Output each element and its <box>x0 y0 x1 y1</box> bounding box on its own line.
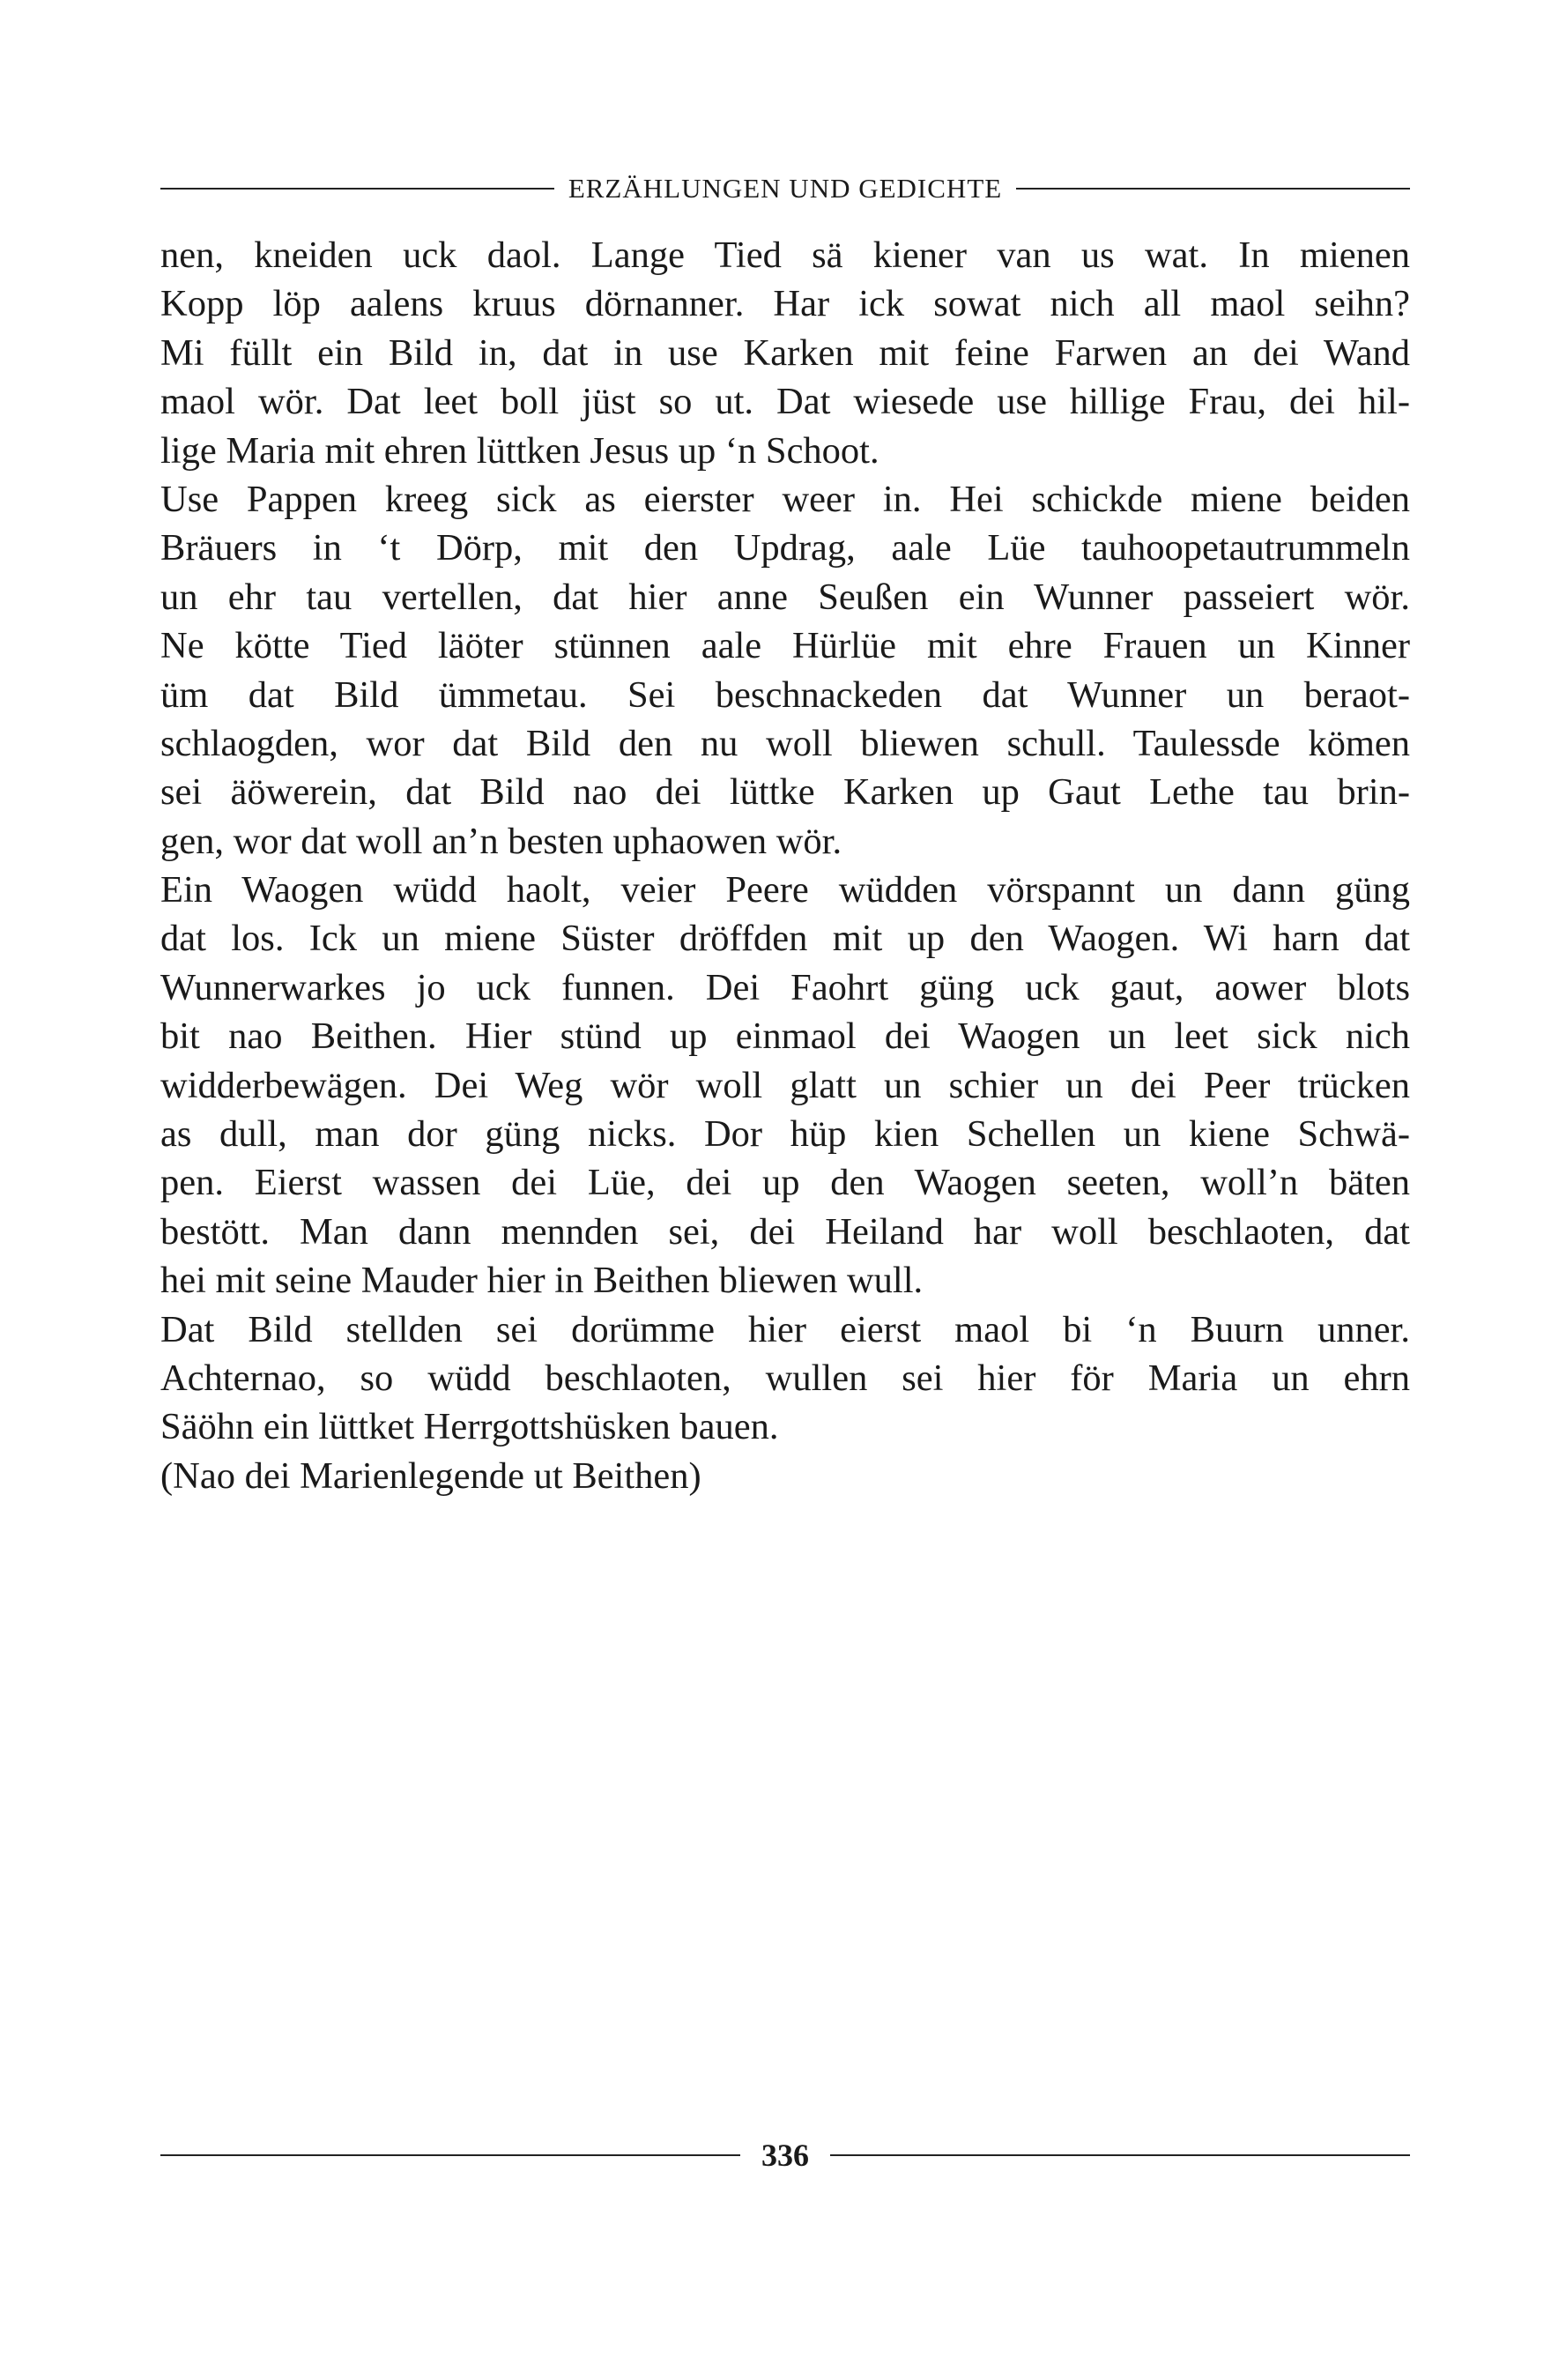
text-line: bit nao Beithen. Hier stünd up einmaol dei Waogen un leet sick nich <box>160 1015 1410 1058</box>
running-title: ERZÄHLUNGEN UND GEDICHTE <box>568 173 1003 204</box>
header-rule-right <box>1016 188 1410 190</box>
body-text <box>160 231 1410 1500</box>
footer-rule-left <box>160 2154 740 2156</box>
text-line: Säöhn ein lüttket Herrgottshüsken bauen. <box>160 1406 779 1448</box>
page-number: 336 <box>761 2138 809 2173</box>
footer-rule-right <box>830 2154 1410 2156</box>
text-line: Dat Bild stellden sei dorümme hier eierst maol bi ‘n Buurn unner. <box>160 1308 1410 1350</box>
text-line: gen, wor dat woll an’n besten uphaowen wör. <box>160 820 842 862</box>
text-line: nen, kneiden uck daol. Lange Tied sä kiener van us wat. In mienen <box>160 234 1410 276</box>
text-line: Mi füllt ein Bild in, dat in use Karken mit feine Farwen an dei Wand <box>160 331 1410 374</box>
text-line: Ein Waogen wüdd haolt, veier Peere wüdden vörspannt un dann güng <box>160 869 1410 911</box>
running-header <box>160 169 1410 208</box>
text-line: Wunnerwarkes jo uck funnen. Dei Faohrt güng uck gaut, aower blots <box>160 966 1410 1008</box>
text-line: widderbewägen. Dei Weg wör woll glatt un schier un dei Peer trücken <box>160 1064 1410 1106</box>
text-line: Bräuers in ‘t Dörp, mit den Updrag, aale Lüe tauhoopetautrummeln <box>160 527 1410 569</box>
text-line: schlaogden, wor dat Bild den nu woll bliewen schull. Taulessde kömen <box>160 722 1410 764</box>
text-line: sei äöwerein, dat Bild nao dei lüttke Karken up Gaut Lethe tau brin- <box>160 771 1410 814</box>
text-line: (Nao dei Marienlegende ut Beithen) <box>160 1454 701 1497</box>
text-line: hei mit seine Mauder hier in Beithen bliewen wull. <box>160 1260 924 1302</box>
page-footer <box>160 2133 1410 2177</box>
header-rule-left <box>160 188 554 190</box>
text-line: Use Pappen kreeg sick as eierster weer in. Hei schickde miene beiden <box>160 478 1410 520</box>
text-line: lige Maria mit ehren lüttken Jesus up ‘n Schoot. <box>160 429 879 472</box>
text-line: dat los. Ick un miene Süster dröffden mit up den Waogen. Wi harn dat <box>160 918 1410 960</box>
text-line: Ne kötte Tied läöter stünnen aale Hürlüe mit ehre Frauen un Kinner <box>160 625 1410 667</box>
text-line: Achternao, so wüdd beschlaoten, wullen sei hier för Maria un ehrn <box>160 1357 1410 1399</box>
text-line: üm dat Bild ümmetau. Sei beschnackeden dat Wunner un beraot- <box>160 673 1410 716</box>
text-line: bestött. Man dann mennden sei, dei Heiland har woll beschlaoten, dat <box>160 1210 1410 1253</box>
text-line: Kopp löp aalens kruus dörnanner. Har ick sowat nich all maol seihn? <box>160 283 1410 325</box>
text-line: un ehr tau vertellen, dat hier anne Seußen ein Wunner passeiert wör. <box>160 576 1410 618</box>
text-line: maol wör. Dat leet boll jüst so ut. Dat wiesede use hillige Frau, dei hil- <box>160 381 1410 423</box>
text-line: pen. Eierst wassen dei Lüe, dei up den Waogen seeten, woll’n bäten <box>160 1162 1410 1204</box>
text-line: as dull, man dor güng nicks. Dor hüp kien Schellen un kiene Schwä- <box>160 1113 1410 1156</box>
